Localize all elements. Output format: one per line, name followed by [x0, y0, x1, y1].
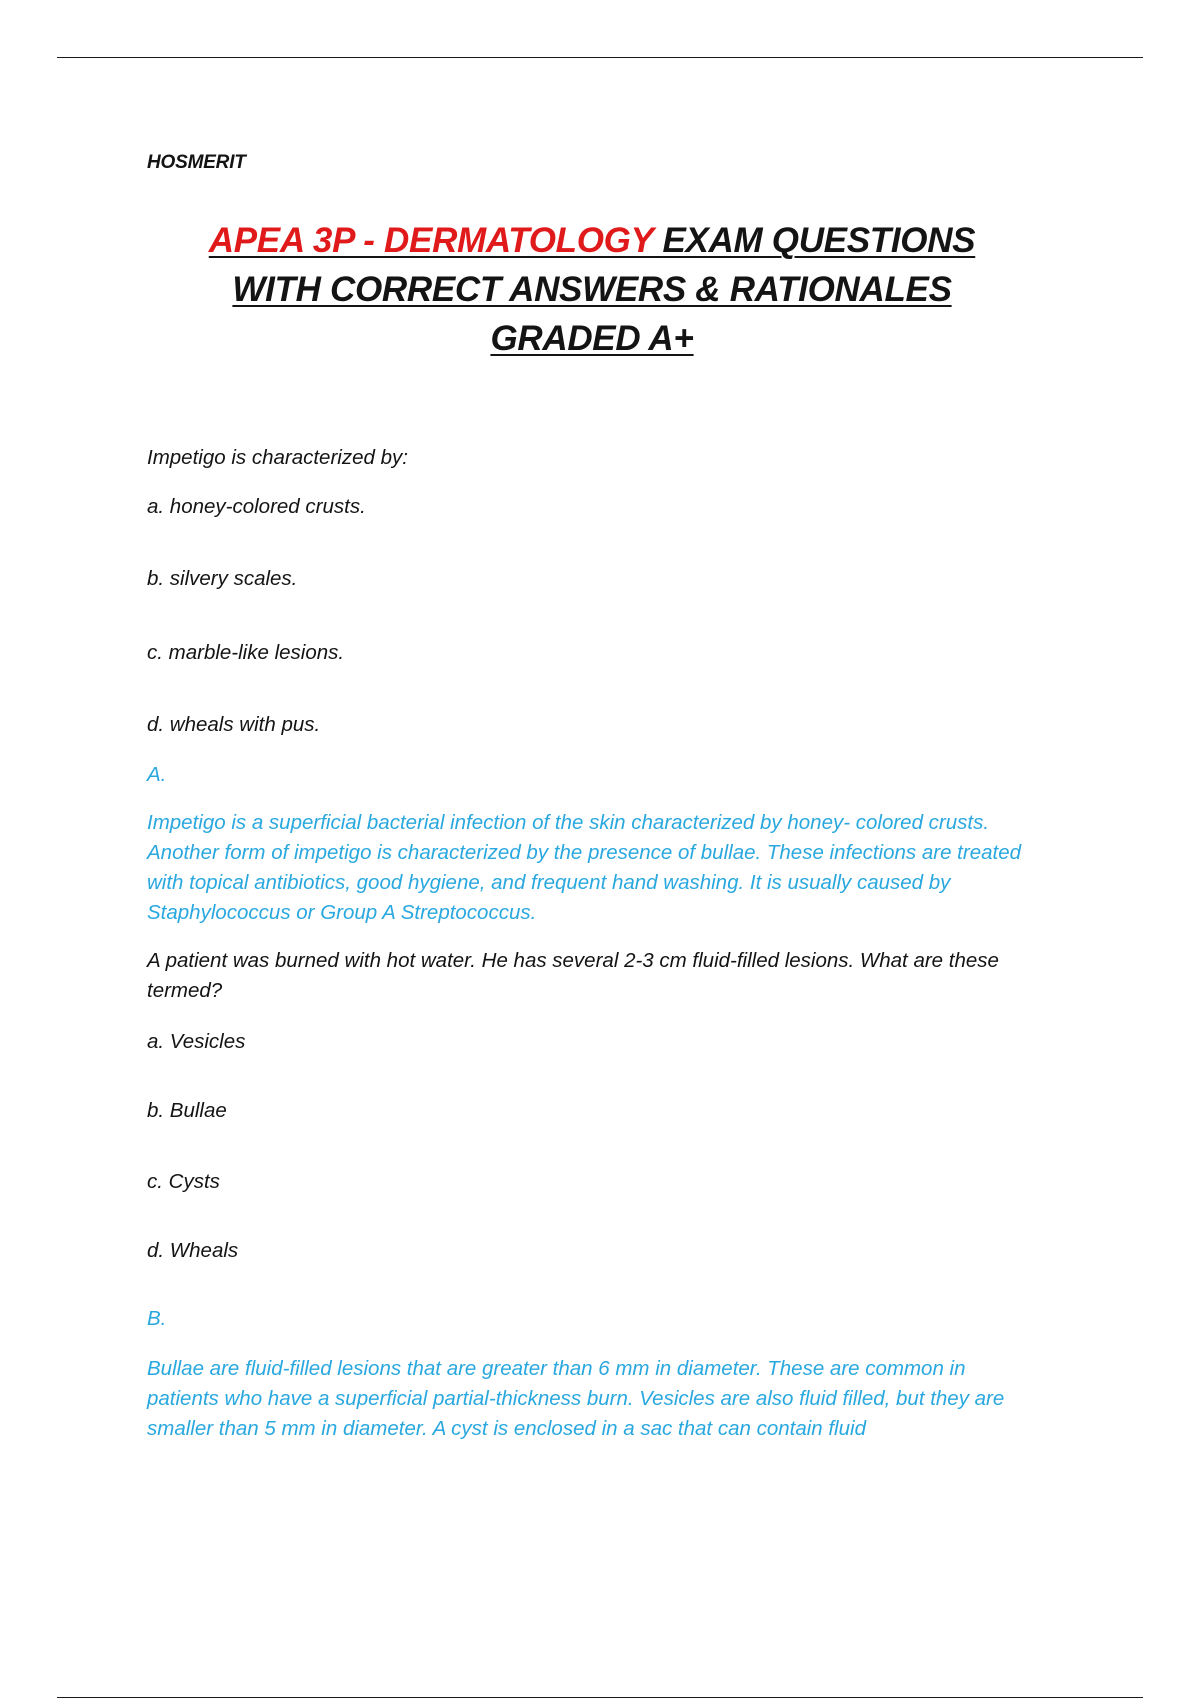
- option-b: b. Bullae: [147, 1099, 227, 1122]
- title-black-part: EXAM QUESTIONS: [662, 221, 976, 260]
- question-prompt: Impetigo is characterized by:: [147, 446, 408, 469]
- option-d: d. wheals with pus.: [147, 713, 321, 736]
- option-a: a. Vesicles: [147, 1030, 246, 1053]
- top-rule: [57, 57, 1143, 58]
- question-2: [147, 946, 1037, 1444]
- option-a: a. honey-colored crusts.: [147, 495, 366, 518]
- title-red-part: APEA 3P - DERMATOLOGY: [208, 221, 653, 260]
- option-c: c. Cysts: [147, 1170, 220, 1193]
- option-c: c. marble-like lesions.: [147, 641, 345, 664]
- answer-letter: A.: [147, 763, 167, 786]
- question-prompt: A patient was burned with hot water. He has several 2-3 cm fluid-filled lesions. What are these termed?: [147, 949, 999, 1002]
- question-1: [147, 443, 1037, 928]
- title-line-2: WITH CORRECT ANSWERS & RATIONALES: [232, 270, 952, 309]
- option-d: d. Wheals: [147, 1239, 239, 1262]
- document-body: [147, 152, 1037, 1444]
- document-title: [147, 216, 1037, 363]
- answer-letter: B.: [147, 1307, 167, 1330]
- option-b: b. silvery scales.: [147, 567, 298, 590]
- title-line-3: GRADED A+: [490, 319, 694, 358]
- answer-rationale: Bullae are fluid-filled lesions that are greater than 6 mm in diameter. These are common in patients who have a superficial partial-thickness burn. Vesicles are also fluid filled, but they are smaller than 5 mm in diameter. A cyst is enclosed in a sac that can contain fluid: [147, 1357, 1005, 1440]
- brand-label: HOSMERIT: [147, 152, 246, 173]
- bottom-rule: [57, 1697, 1143, 1698]
- answer-rationale: Impetigo is a superficial bacterial infection of the skin characterized by honey- colored crusts. Another form of impetigo is characterized by the presence of bullae. These infections are treated with topical antibiotics, good hygiene, and frequent hand washing. It is usually caused by Staphylococcus or Group A Streptococcus.: [147, 811, 1022, 924]
